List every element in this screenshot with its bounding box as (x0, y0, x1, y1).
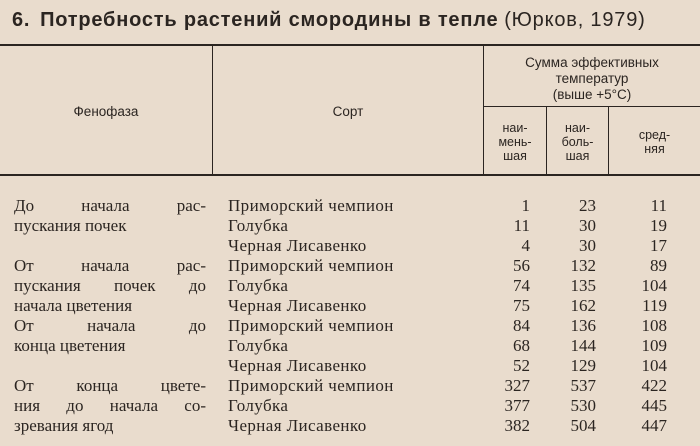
phase-label: От конца цвете- ния до начала со- зревания ягод (14, 376, 206, 435)
table-row (0, 216, 700, 236)
phase-label: От начала рас- пускания почек до начала цветения (14, 256, 206, 315)
variety-cell: Приморский чемпион (228, 256, 394, 275)
min-cell: 4 (521, 236, 530, 255)
header-variety: Сорт (332, 104, 364, 119)
table-row (0, 396, 700, 416)
max-cell: 162 (570, 296, 596, 315)
variety-cell: Голубка (228, 336, 289, 355)
phase-label: До начала рас- пускания почек (14, 196, 206, 235)
variety-cell: Приморский чемпион (228, 196, 394, 215)
header-min: наи- мень- шая (498, 121, 532, 163)
avg-cell: 109 (641, 336, 667, 355)
avg-cell: 19 (650, 216, 667, 235)
table-row (0, 196, 700, 216)
table-row (0, 256, 700, 276)
table-number: 6. (12, 9, 31, 31)
max-cell: 144 (570, 336, 596, 355)
table-row (0, 236, 700, 256)
table-row (0, 336, 700, 356)
sum-subheader-rule (484, 106, 700, 107)
table-source: (Юрков, 1979) (504, 9, 646, 31)
max-cell: 132 (570, 256, 596, 275)
avg-cell: 445 (641, 396, 667, 415)
table-caption: Потребность растений смородины в тепле (40, 9, 499, 31)
max-cell: 504 (570, 416, 596, 435)
avg-cell: 422 (641, 376, 667, 395)
max-cell: 537 (570, 376, 596, 395)
avg-cell: 89 (650, 256, 667, 275)
header-avg: сред- няя (638, 128, 671, 156)
avg-cell: 104 (641, 356, 667, 375)
avg-cell: 17 (650, 236, 667, 255)
avg-cell: 119 (642, 296, 667, 315)
avg-cell: 447 (641, 416, 667, 435)
min-cell: 1 (521, 196, 530, 215)
min-cell: 74 (513, 276, 530, 295)
min-cell: 68 (513, 336, 530, 355)
max-cell: 23 (579, 196, 596, 215)
phase-label: От начала до конца цветения (14, 316, 206, 355)
table-row (0, 376, 700, 396)
table-row (0, 296, 700, 316)
variety-cell: Черная Лисавенко (228, 416, 367, 435)
table-row (0, 316, 700, 336)
max-cell: 30 (579, 216, 596, 235)
max-cell: 136 (570, 316, 596, 335)
header-max: наи- боль- шая (561, 121, 594, 163)
header-bottom-rule (0, 174, 700, 176)
header-sum: Сумма эффективных температур (выше +5°С) (525, 55, 659, 102)
variety-cell: Голубка (228, 396, 289, 415)
variety-cell: Черная Лисавенко (228, 236, 367, 255)
min-cell: 56 (513, 256, 530, 275)
table-title (12, 9, 692, 32)
avg-cell: 11 (650, 196, 667, 215)
top-rule (0, 44, 700, 46)
avg-cell: 108 (641, 316, 667, 335)
min-cell: 382 (504, 416, 530, 435)
max-cell: 30 (579, 236, 596, 255)
min-cell: 11 (513, 216, 530, 235)
variety-cell: Приморский чемпион (228, 376, 394, 395)
header-phenophase: Фенофаза (73, 104, 139, 119)
variety-cell: Черная Лисавенко (228, 356, 367, 375)
min-cell: 377 (504, 396, 530, 415)
min-cell: 52 (513, 356, 530, 375)
max-cell: 530 (570, 396, 596, 415)
min-cell: 84 (513, 316, 530, 335)
variety-cell: Приморский чемпион (228, 316, 394, 335)
variety-cell: Голубка (228, 216, 289, 235)
table-row (0, 356, 700, 376)
avg-cell: 104 (641, 276, 667, 295)
variety-cell: Черная Лисавенко (228, 296, 367, 315)
max-cell: 129 (570, 356, 596, 375)
min-cell: 75 (513, 296, 530, 315)
max-cell: 135 (570, 276, 596, 295)
table-row (0, 276, 700, 296)
variety-cell: Голубка (228, 276, 289, 295)
min-cell: 327 (504, 376, 530, 395)
table-row (0, 416, 700, 436)
